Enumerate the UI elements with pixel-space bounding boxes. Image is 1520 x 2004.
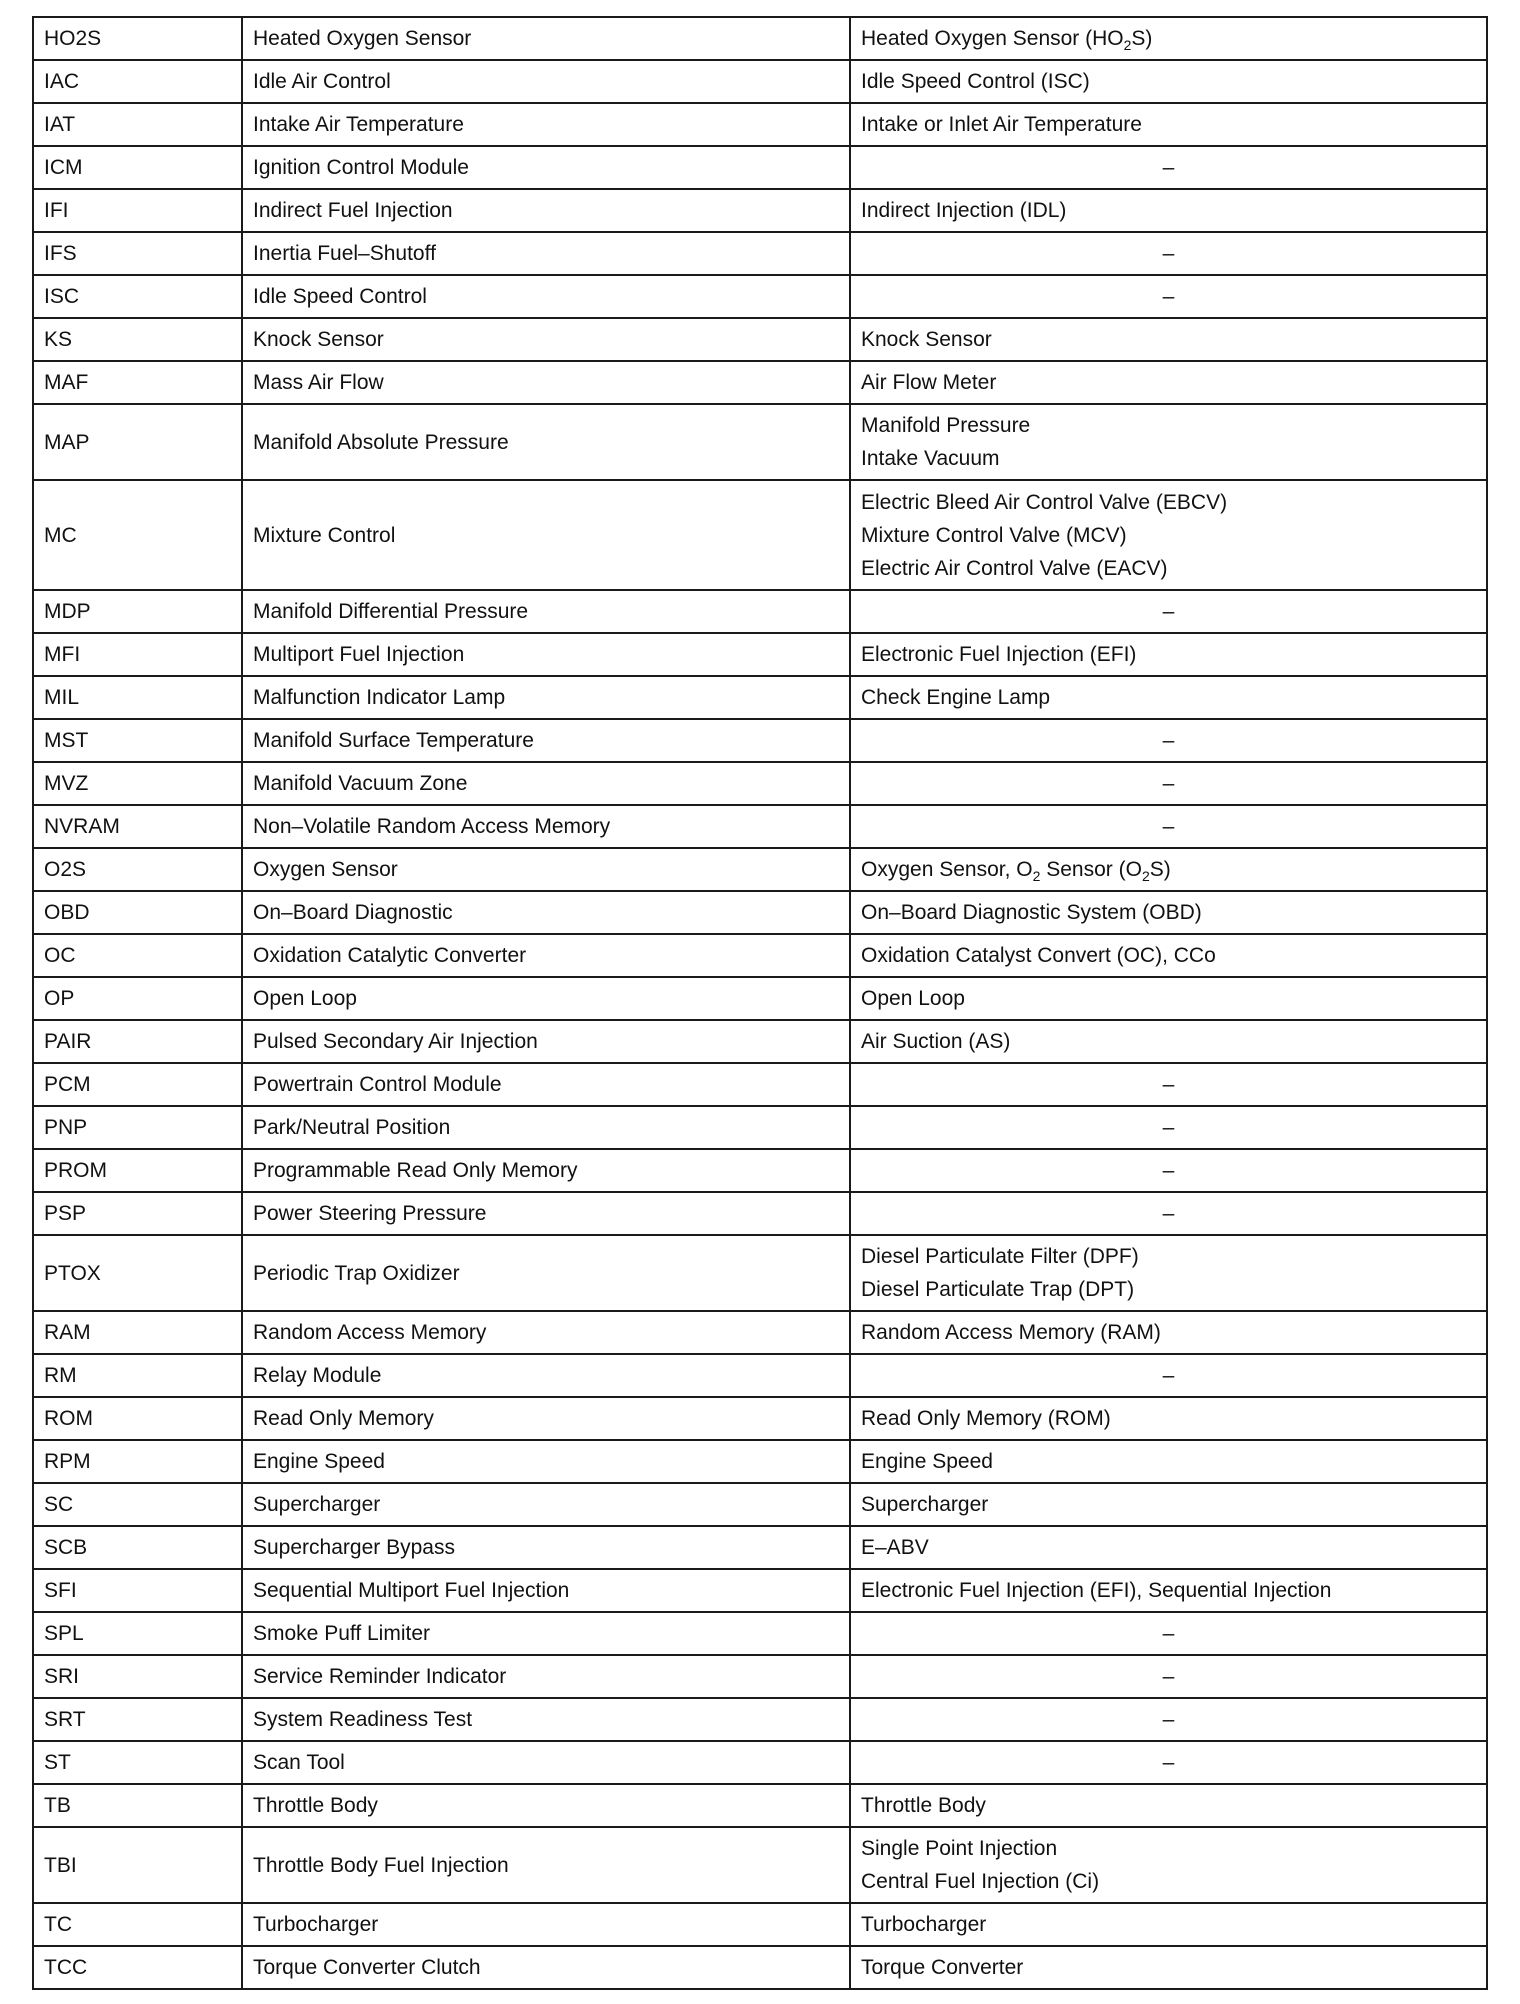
abbreviation-table bbox=[32, 16, 1488, 1990]
previous-term-cell bbox=[850, 1612, 1487, 1655]
table-row bbox=[33, 1149, 1487, 1192]
abbreviation-cell: SC bbox=[33, 1483, 242, 1526]
term-cell: Mass Air Flow bbox=[242, 361, 850, 404]
table-row bbox=[33, 1526, 1487, 1569]
previous-term-line: Idle Speed Control (ISC) bbox=[861, 70, 1090, 93]
previous-term-line: Torque Converter bbox=[861, 1956, 1024, 1979]
previous-term-line: Check Engine Lamp bbox=[861, 686, 1051, 709]
previous-term-cell bbox=[850, 1397, 1487, 1440]
table-row bbox=[33, 719, 1487, 762]
abbreviation-cell: MST bbox=[33, 719, 242, 762]
term-cell: Throttle Body Fuel Injection bbox=[242, 1827, 850, 1903]
previous-term-line: Air Flow Meter bbox=[861, 371, 997, 394]
previous-term-line: Indirect Injection (IDL) bbox=[861, 199, 1067, 222]
abbreviation-cell: ISC bbox=[33, 275, 242, 318]
previous-term-cell bbox=[850, 1440, 1487, 1483]
table-row bbox=[33, 1903, 1487, 1946]
table-row bbox=[33, 676, 1487, 719]
previous-term-line: Throttle Body bbox=[861, 1794, 986, 1817]
table-row bbox=[33, 146, 1487, 189]
table-row bbox=[33, 361, 1487, 404]
previous-term-line: Manifold Pressure bbox=[861, 414, 1031, 437]
term-cell: Powertrain Control Module bbox=[242, 1063, 850, 1106]
table-row bbox=[33, 1698, 1487, 1741]
previous-term-line: – bbox=[1162, 1751, 1175, 1774]
previous-term-cell bbox=[850, 676, 1487, 719]
table-row bbox=[33, 404, 1487, 480]
previous-term-cell bbox=[850, 189, 1487, 232]
term-cell: Inertia Fuel–Shutoff bbox=[242, 232, 850, 275]
term-cell: Heated Oxygen Sensor bbox=[242, 17, 850, 60]
previous-term-line: – bbox=[1162, 1116, 1175, 1139]
table-row bbox=[33, 1569, 1487, 1612]
previous-term-cell bbox=[850, 404, 1487, 480]
previous-term-cell bbox=[850, 1741, 1487, 1784]
previous-term-cell bbox=[850, 762, 1487, 805]
term-cell: System Readiness Test bbox=[242, 1698, 850, 1741]
term-cell: Supercharger Bypass bbox=[242, 1526, 850, 1569]
table-row bbox=[33, 1020, 1487, 1063]
table-row bbox=[33, 762, 1487, 805]
term-cell: Indirect Fuel Injection bbox=[242, 189, 850, 232]
abbreviation-cell: MIL bbox=[33, 676, 242, 719]
previous-term-line: Supercharger bbox=[861, 1493, 989, 1516]
table-row bbox=[33, 1827, 1487, 1903]
previous-term-line: Diesel Particulate Trap (DPT) bbox=[861, 1278, 1135, 1301]
term-cell: Service Reminder Indicator bbox=[242, 1655, 850, 1698]
previous-term-cell bbox=[850, 1020, 1487, 1063]
term-cell: Knock Sensor bbox=[242, 318, 850, 361]
previous-term-cell bbox=[850, 361, 1487, 404]
table-row bbox=[33, 1397, 1487, 1440]
previous-term-line: Oxygen Sensor, $O_2$ Sensor $(O_2S)$ bbox=[861, 858, 1171, 885]
table-row bbox=[33, 1106, 1487, 1149]
previous-term-line: Diesel Particulate Filter (DPF) bbox=[861, 1245, 1139, 1268]
term-cell: Manifold Differential Pressure bbox=[242, 590, 850, 633]
previous-term-cell bbox=[850, 848, 1487, 891]
table-row bbox=[33, 480, 1487, 590]
abbreviation-cell: MDP bbox=[33, 590, 242, 633]
previous-term-line: – bbox=[1162, 242, 1175, 265]
previous-term-cell bbox=[850, 891, 1487, 934]
previous-term-cell bbox=[850, 1106, 1487, 1149]
previous-term-line: – bbox=[1162, 1364, 1175, 1387]
term-cell: Idle Speed Control bbox=[242, 275, 850, 318]
previous-term-cell bbox=[850, 1311, 1487, 1354]
previous-term-cell bbox=[850, 1698, 1487, 1741]
previous-term-line: – bbox=[1162, 1202, 1175, 1225]
abbreviation-cell: OC bbox=[33, 934, 242, 977]
table-row bbox=[33, 1311, 1487, 1354]
previous-term-line: – bbox=[1162, 815, 1175, 838]
term-cell: Sequential Multiport Fuel Injection bbox=[242, 1569, 850, 1612]
previous-term-cell bbox=[850, 1483, 1487, 1526]
previous-term-line: Electronic Fuel Injection (EFI) bbox=[861, 643, 1137, 666]
table-row bbox=[33, 189, 1487, 232]
previous-term-line: – bbox=[1162, 600, 1175, 623]
term-cell: Pulsed Secondary Air Injection bbox=[242, 1020, 850, 1063]
abbreviation-cell: KS bbox=[33, 318, 242, 361]
previous-term-line: – bbox=[1162, 1665, 1175, 1688]
previous-term-line: On–Board Diagnostic System (OBD) bbox=[861, 901, 1202, 924]
abbreviation-cell: IFS bbox=[33, 232, 242, 275]
previous-term-cell bbox=[850, 934, 1487, 977]
abbreviation-cell: RPM bbox=[33, 1440, 242, 1483]
abbreviation-cell: ICM bbox=[33, 146, 242, 189]
table-row bbox=[33, 60, 1487, 103]
table-row bbox=[33, 1063, 1487, 1106]
abbreviation-cell: RM bbox=[33, 1354, 242, 1397]
previous-term-cell bbox=[850, 146, 1487, 189]
term-cell: Torque Converter Clutch bbox=[242, 1946, 850, 1989]
previous-term-line: Electronic Fuel Injection (EFI), Sequential Injection bbox=[861, 1579, 1332, 1602]
abbreviation-cell: PSP bbox=[33, 1192, 242, 1235]
table-row bbox=[33, 633, 1487, 676]
previous-term-line: Heated Oxygen Sensor $(HO_2S)$ bbox=[861, 27, 1153, 54]
abbreviation-cell: PTOX bbox=[33, 1235, 242, 1311]
term-cell: Read Only Memory bbox=[242, 1397, 850, 1440]
table-row bbox=[33, 1483, 1487, 1526]
term-cell: Manifold Surface Temperature bbox=[242, 719, 850, 762]
table-row bbox=[33, 318, 1487, 361]
table-row bbox=[33, 1655, 1487, 1698]
table-row bbox=[33, 1784, 1487, 1827]
previous-term-line: Open Loop bbox=[861, 987, 965, 1010]
abbreviation-cell: PCM bbox=[33, 1063, 242, 1106]
previous-term-line: Central Fuel Injection (Ci) bbox=[861, 1870, 1100, 1893]
term-cell: Park/Neutral Position bbox=[242, 1106, 850, 1149]
table-row bbox=[33, 1235, 1487, 1311]
previous-term-line: Engine Speed bbox=[861, 1450, 993, 1473]
term-cell: Multiport Fuel Injection bbox=[242, 633, 850, 676]
previous-term-cell bbox=[850, 103, 1487, 146]
abbreviation-cell: IFI bbox=[33, 189, 242, 232]
table-row bbox=[33, 1192, 1487, 1235]
previous-term-line: Electric Bleed Air Control Valve (EBCV) bbox=[861, 490, 1228, 514]
abbreviation-cell: SPL bbox=[33, 1612, 242, 1655]
term-cell: Malfunction Indicator Lamp bbox=[242, 676, 850, 719]
previous-term-cell bbox=[850, 805, 1487, 848]
abbreviation-cell: MAP bbox=[33, 404, 242, 480]
term-cell: Oxidation Catalytic Converter bbox=[242, 934, 850, 977]
previous-term-cell bbox=[850, 1827, 1487, 1903]
abbreviation-cell: SRI bbox=[33, 1655, 242, 1698]
previous-term-cell bbox=[850, 633, 1487, 676]
previous-term-line: Random Access Memory (RAM) bbox=[861, 1321, 1161, 1344]
abbreviation-cell: PNP bbox=[33, 1106, 242, 1149]
term-cell: Open Loop bbox=[242, 977, 850, 1020]
previous-term-line: – bbox=[1162, 1073, 1175, 1096]
previous-term-cell bbox=[850, 480, 1487, 590]
previous-term-line: Single Point Injection bbox=[861, 1837, 1058, 1860]
term-cell: Relay Module bbox=[242, 1354, 850, 1397]
abbreviation-cell: MFI bbox=[33, 633, 242, 676]
table-row bbox=[33, 805, 1487, 848]
abbreviation-cell: ST bbox=[33, 1741, 242, 1784]
term-cell: Mixture Control bbox=[242, 480, 850, 590]
term-cell: Manifold Absolute Pressure bbox=[242, 404, 850, 480]
table-row bbox=[33, 934, 1487, 977]
term-cell: On–Board Diagnostic bbox=[242, 891, 850, 934]
table-row bbox=[33, 891, 1487, 934]
term-cell: Engine Speed bbox=[242, 1440, 850, 1483]
abbreviation-cell: OBD bbox=[33, 891, 242, 934]
term-cell: Intake Air Temperature bbox=[242, 103, 850, 146]
previous-term-line: – bbox=[1162, 1159, 1175, 1182]
table-row bbox=[33, 1612, 1487, 1655]
previous-term-line: – bbox=[1162, 729, 1175, 752]
term-cell: Manifold Vacuum Zone bbox=[242, 762, 850, 805]
abbreviation-cell: TC bbox=[33, 1903, 242, 1946]
abbreviation-cell: MC bbox=[33, 480, 242, 590]
previous-term-cell bbox=[850, 318, 1487, 361]
previous-term-cell bbox=[850, 1569, 1487, 1612]
abbreviation-cell: SFI bbox=[33, 1569, 242, 1612]
previous-term-cell bbox=[850, 1235, 1487, 1311]
previous-term-cell bbox=[850, 1192, 1487, 1235]
previous-term-cell bbox=[850, 977, 1487, 1020]
term-cell: Power Steering Pressure bbox=[242, 1192, 850, 1235]
table-row bbox=[33, 977, 1487, 1020]
table-row bbox=[33, 848, 1487, 891]
term-cell: Periodic Trap Oxidizer bbox=[242, 1235, 850, 1311]
abbreviation-cell: TB bbox=[33, 1784, 242, 1827]
previous-term-cell bbox=[850, 232, 1487, 275]
previous-term-line: Oxidation Catalyst Convert (OC), CCo bbox=[861, 944, 1216, 967]
abbreviation-cell: TCC bbox=[33, 1946, 242, 1989]
abbreviation-cell: IAT bbox=[33, 103, 242, 146]
abbreviation-cell: NVRAM bbox=[33, 805, 242, 848]
previous-term-cell bbox=[850, 1526, 1487, 1569]
previous-term-cell bbox=[850, 590, 1487, 633]
previous-term-cell bbox=[850, 719, 1487, 762]
previous-term-line: – bbox=[1162, 1708, 1175, 1731]
table-row bbox=[33, 1440, 1487, 1483]
previous-term-line: Knock Sensor bbox=[861, 328, 992, 351]
term-cell: Scan Tool bbox=[242, 1741, 850, 1784]
previous-term-cell bbox=[850, 1149, 1487, 1192]
previous-term-cell bbox=[850, 1063, 1487, 1106]
term-cell: Programmable Read Only Memory bbox=[242, 1149, 850, 1192]
previous-term-cell bbox=[850, 17, 1487, 60]
term-cell: Ignition Control Module bbox=[242, 146, 850, 189]
abbreviation-cell: SCB bbox=[33, 1526, 242, 1569]
table-row bbox=[33, 1741, 1487, 1784]
previous-term-cell bbox=[850, 60, 1487, 103]
table-row bbox=[33, 275, 1487, 318]
previous-term-cell bbox=[850, 1903, 1487, 1946]
previous-term-cell bbox=[850, 1655, 1487, 1698]
term-cell: Random Access Memory bbox=[242, 1311, 850, 1354]
previous-term-line: Electric Air Control Valve (EACV) bbox=[861, 556, 1168, 580]
table-row bbox=[33, 590, 1487, 633]
abbreviation-cell: PAIR bbox=[33, 1020, 242, 1063]
previous-term-line: – bbox=[1162, 772, 1175, 795]
abbreviation-cell: PROM bbox=[33, 1149, 242, 1192]
abbreviation-cell: O2S bbox=[33, 848, 242, 891]
table-row bbox=[33, 103, 1487, 146]
previous-term-line: Mixture Control Valve (MCV) bbox=[861, 523, 1127, 547]
term-cell: Turbocharger bbox=[242, 1903, 850, 1946]
previous-term-cell bbox=[850, 1784, 1487, 1827]
previous-term-line: Intake or Inlet Air Temperature bbox=[861, 113, 1142, 136]
term-cell: Smoke Puff Limiter bbox=[242, 1612, 850, 1655]
table-row bbox=[33, 232, 1487, 275]
previous-term-line: Air Suction (AS) bbox=[861, 1030, 1011, 1053]
term-cell: Idle Air Control bbox=[242, 60, 850, 103]
table-body bbox=[33, 17, 1487, 1989]
abbreviation-cell: TBI bbox=[33, 1827, 242, 1903]
abbreviation-cell: RAM bbox=[33, 1311, 242, 1354]
previous-term-cell bbox=[850, 1946, 1487, 1989]
abbreviation-cell: IAC bbox=[33, 60, 242, 103]
table-row bbox=[33, 1354, 1487, 1397]
abbreviation-cell: MAF bbox=[33, 361, 242, 404]
previous-term-cell bbox=[850, 275, 1487, 318]
previous-term-line: E–ABV bbox=[861, 1536, 929, 1559]
term-cell: Throttle Body bbox=[242, 1784, 850, 1827]
abbreviation-cell: HO2S bbox=[33, 17, 242, 60]
previous-term-line: – bbox=[1162, 1622, 1175, 1645]
abbreviation-cell: OP bbox=[33, 977, 242, 1020]
previous-term-line: Read Only Memory (ROM) bbox=[861, 1407, 1111, 1430]
previous-term-line: – bbox=[1162, 285, 1175, 308]
table-row bbox=[33, 17, 1487, 60]
abbreviation-cell: ROM bbox=[33, 1397, 242, 1440]
previous-term-cell bbox=[850, 1354, 1487, 1397]
term-cell: Non–Volatile Random Access Memory bbox=[242, 805, 850, 848]
previous-term-line: Intake Vacuum bbox=[861, 447, 1000, 470]
previous-term-line: – bbox=[1162, 156, 1175, 179]
term-cell: Oxygen Sensor bbox=[242, 848, 850, 891]
table-row bbox=[33, 1946, 1487, 1989]
abbreviation-cell: SRT bbox=[33, 1698, 242, 1741]
term-cell: Supercharger bbox=[242, 1483, 850, 1526]
previous-term-line: Turbocharger bbox=[861, 1913, 987, 1936]
abbreviation-cell: MVZ bbox=[33, 762, 242, 805]
